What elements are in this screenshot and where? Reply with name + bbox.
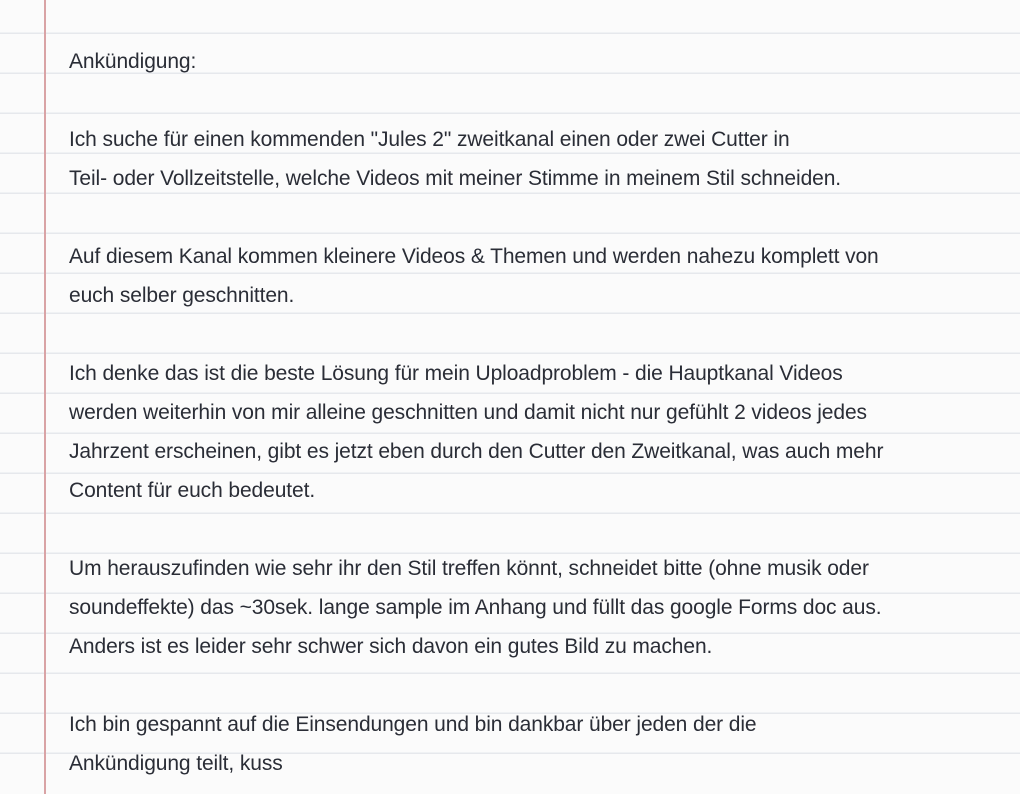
text-line: Ich suche für einen kommenden "Jules 2" zweitkanal einen oder zwei Cutter in <box>69 128 790 151</box>
text-line: Anders ist es leider sehr schwer sich davon ein gutes Bild zu machen. <box>69 635 713 658</box>
paragraph-upload-problem <box>69 354 1004 510</box>
paragraph-application <box>69 549 1004 666</box>
heading-line: Ankündigung: <box>69 50 197 73</box>
paragraph-channel-info <box>69 237 1004 315</box>
text-line: Ich bin gespannt auf die Einsendungen und bin dankbar über jeden der die <box>69 713 757 736</box>
text-line: Um herauszufinden wie sehr ihr den Stil treffen könnt, schneidet bitte (ohne musik oder <box>69 557 869 580</box>
margin-line <box>44 0 46 794</box>
text-line: werden weiterhin von mir alleine geschnitten und damit nicht nur gefühlt 2 videos jedes <box>69 401 867 424</box>
text-line: Auf diesem Kanal kommen kleinere Videos & Themen und werden nahezu komplett von <box>69 245 879 268</box>
note-body <box>69 42 1004 783</box>
text-line: soundeffekte) das ~30sek. lange sample im Anhang und füllt das google Forms doc aus. <box>69 596 882 619</box>
paragraph-job-offer <box>69 120 1004 198</box>
text-line: Ich denke das ist die beste Lösung für mein Uploadproblem - die Hauptkanal Videos <box>69 362 843 385</box>
text-line: Ankündigung teilt, kuss <box>69 752 283 775</box>
text-line: Content für euch bedeutet. <box>69 479 316 502</box>
text-line: Jahrzent erscheinen, gibt es jetzt eben durch den Cutter den Zweitkanal, was auch mehr <box>69 440 884 463</box>
text-line: euch selber geschnitten. <box>69 284 295 307</box>
note-heading <box>69 42 1004 81</box>
text-line: Teil- oder Vollzeitstelle, welche Videos mit meiner Stimme in meinem Stil schneiden. <box>69 167 842 190</box>
paragraph-closing <box>69 705 1004 783</box>
